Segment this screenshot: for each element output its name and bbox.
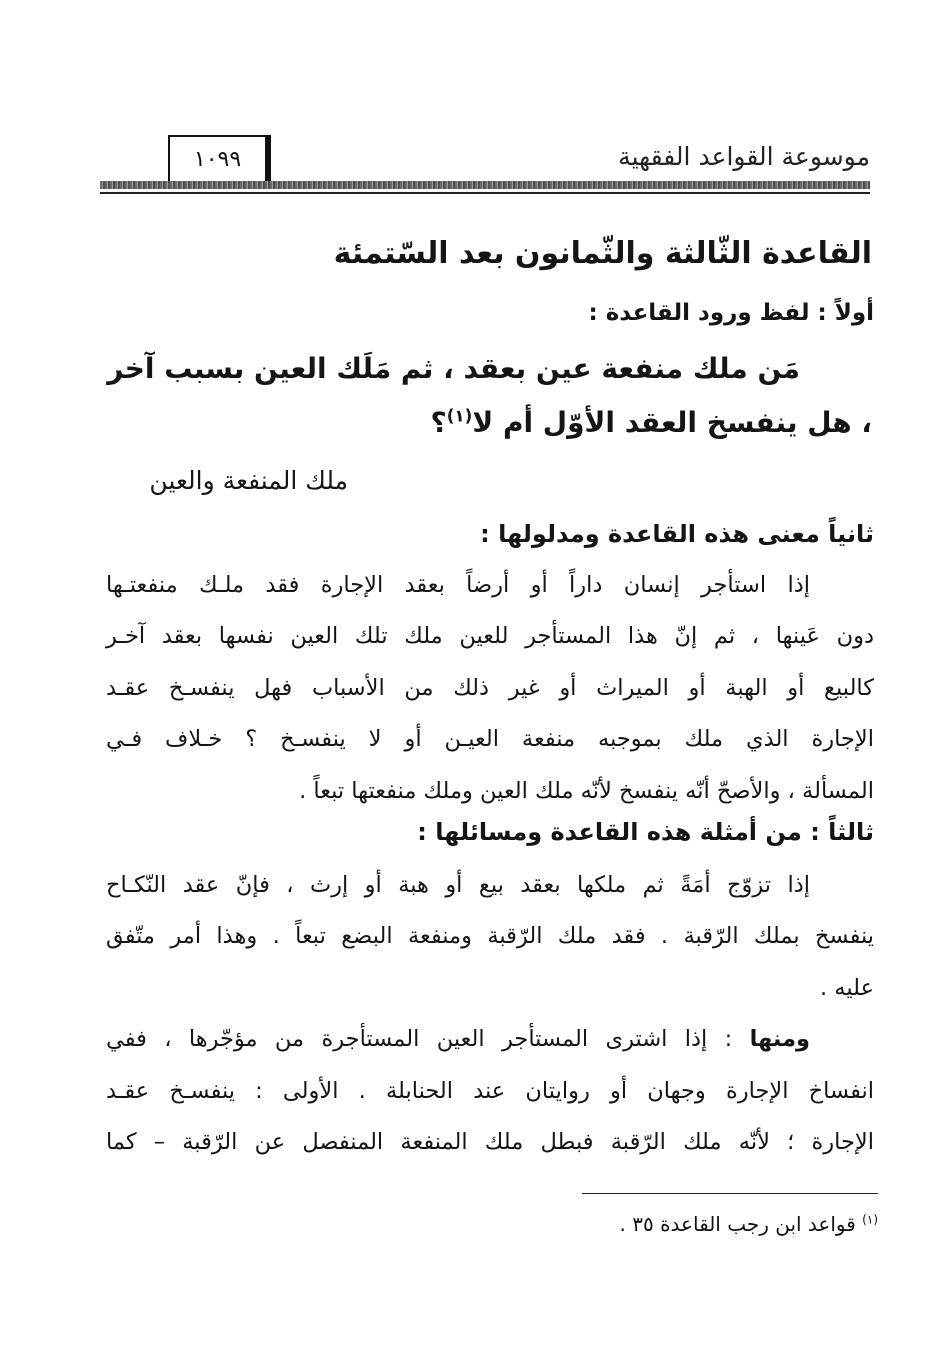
rule-statement-text: ، هل ينفسخ العقد الأوّل أم لا (472, 406, 872, 439)
header-rule-line (100, 192, 870, 194)
section1-heading: أولاً : لفظ ورود القاعدة : (588, 300, 874, 326)
footnote (620, 1212, 878, 1236)
footnote-rule (582, 1193, 878, 1194)
footnote-marker: (١) (862, 1212, 878, 1227)
rule-statement-line1: مَن ملك منفعة عين بعقد ، ثم مَلَك العين بسبب آخر (107, 352, 800, 385)
section3-heading: ثالثاً : من أمثلة هذه القاعدة ومسائلها : (417, 818, 874, 846)
section3-line: عليه . (819, 975, 874, 1001)
section3-line: ينفسخ بملك الرّقبة . فقد ملك الرّقبة ومنفعة البضع تبعاً . وهذا أمر متّفق (106, 923, 874, 949)
footnote-text: قواعد ابن رجب القاعدة ٣٥ . (619, 1212, 856, 1236)
section2-line: إذا استأجر إنسان داراً أو أرضاً بعقد الإجارة فقد ملـك منفعتـها (106, 572, 810, 598)
example2-line1 (106, 1026, 810, 1052)
example2-lead: ومنها (749, 1026, 810, 1052)
example2-line1-text: : إذا اشترى المستأجر العين المستأجرة من مؤجّرها ، ففي (106, 1026, 750, 1052)
section2-line: كالبيع أو الهبة أو الميراث أو غير ذلك من الأسباب فهل ينفسـخ عقـد (106, 675, 874, 701)
handwritten-note: ملك المنفعة والعين (149, 466, 348, 495)
section2-line: المسألة ، والأصحّ أنّه ينفسخ لأنّه ملك العين وملك منفعتها تبعاً . (299, 778, 874, 804)
page-number-box (168, 135, 271, 183)
section2-heading: ثانياً معنى هذه القاعدة ومدلولها : (480, 520, 874, 548)
example2-line: الإجارة ؛ لأنّه ملك الرّقبة فبطل ملك المنفعة المنفصل عن الرّقبة – كما (106, 1129, 874, 1155)
rule-statement-end: ؟ (430, 406, 447, 439)
header-rule (100, 181, 870, 189)
page-number: ١٠٩٩ (193, 146, 242, 172)
footnote-ref: (١) (446, 405, 473, 426)
section3-line: إذا تزوّج أمَةً ثم ملكها بعقد بيع أو هبة أو إرث ، فإنّ عقد النّكـاح (106, 872, 810, 898)
example2-line: انفساخ الإجارة وجهان أو روايتان عند الحنابلة . الأولى : ينفسـخ عقـد (106, 1078, 874, 1104)
section2-line: الإجارة الذي ملك بموجبه منفعة العيـن أو لا ينفسـخ ؟ خـلاف فـي (106, 726, 874, 752)
rule-statement-line2 (431, 406, 873, 439)
section2-line: دون عَينها ، ثم إنّ هذا المستأجر للعين ملك تلك العين نفسها بعقد آخـر (106, 623, 874, 649)
running-title: موسوعة القواعد الفقهية (618, 142, 870, 171)
rule-title: القاعدة الثّالثة والثّمانون بعد السّتمئة (333, 236, 872, 271)
